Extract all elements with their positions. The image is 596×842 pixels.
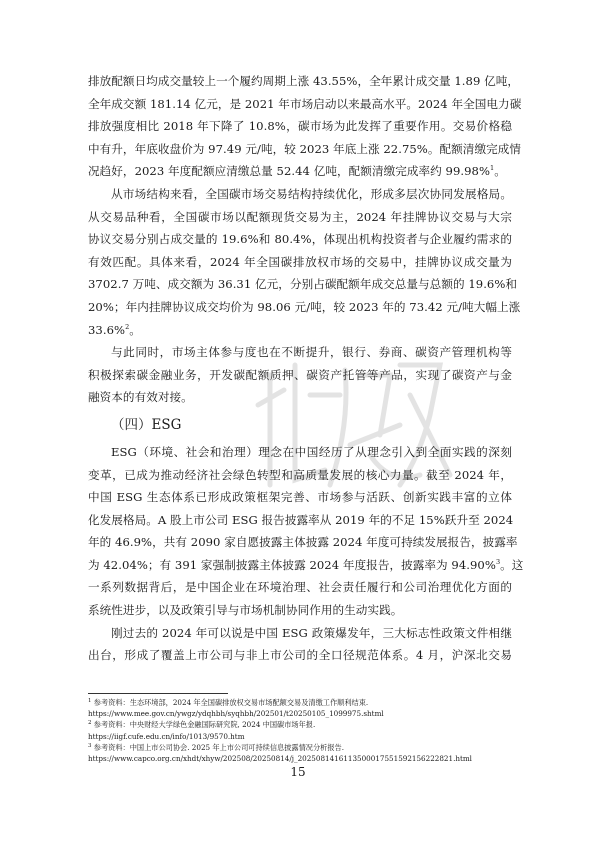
paragraph-line: 3702.7 万吨、成交额为 36.31 亿元，分别占碳配额年成交总量与总额的 19.6%和 — [88, 277, 518, 292]
paragraph-line: 有效匹配。具体来看，2024 年全国碳排放权市场的交易中，挂牌协议成交量为 — [88, 254, 512, 269]
footnote: $^1$ 参考资料：生态环境部，2024 年全国碳排放权交易市场配额交易及清缴工作顺利结束. — [88, 698, 369, 707]
paragraph-line: 为 42.04%；有 391 家强制披露主体披露 2024 年度报告，披露率为 94.90%$^3$。这 — [88, 557, 524, 572]
footnote-link[interactable]: https://www.capco.org.cn/xhdt/xhyw/202508/20250814/j_2025081416113500017551592156222821.html — [88, 753, 472, 763]
section-heading: （四）ESG — [111, 416, 182, 433]
paragraph-line: 中国 ESG 生态体系已形成政策框架完善、市场参与活跃、创新实践丰富的立体 — [88, 490, 512, 505]
footnote-link[interactable]: https://iigf.cufe.edu.cn/info/1013/9570.htm — [88, 731, 245, 741]
paragraph-line: 一系列数据背后，是中国企业在环境治理、社会责任履行和公司治理优化方面的 — [88, 580, 512, 595]
paragraph-line: 协议交易分别占成交量的 19.6%和 80.4%，体现出机构投资者与企业履约需求的 — [88, 232, 512, 247]
page-number: 15 — [290, 765, 306, 779]
footnote-ref[interactable]: 1 — [490, 164, 495, 173]
paragraph-line: 况趋好，2023 年度配额应清缴总量 52.44 亿吨，配额清缴完成率约 99.98%$^1$。 — [88, 164, 506, 179]
paragraph-line: 从交易品种看，全国碳市场以配额现货交易为主，2024 年挂牌协议交易与大宗 — [88, 209, 512, 224]
footnote-divider — [88, 693, 228, 694]
paragraph-line: 化发展格局。A 股上市公司 ESG 报告披露率从 2019 年的不足 15%跃升至 2024 — [88, 512, 514, 527]
paragraph-line: 全年成交额 181.14 亿元，是 2021 年市场启动以来最高水平。2024 年全国电力碳 — [88, 96, 522, 111]
footnote-link[interactable]: https://www.mee.gov.cn/ywgz/ydqhbh/syqhbh/202501/t20250105_1099975.shtml — [88, 709, 384, 719]
footnote: $^2$ 参考资料：中央财经大学绿色金融国际研究院, 2024 中国碳市场年报. — [88, 720, 316, 730]
body-text — [88, 70, 524, 667]
paragraph-line: 融资本的有效对接。 — [88, 390, 193, 405]
paragraph-line: 中有升，年底收盘价为 97.49 元/吨，较 2023 年底上涨 22.75%。配额清缴完成情 — [88, 141, 522, 156]
paragraph-line: 刚过去的 2024 年可以说是中国 ESG 政策爆发年，三大标志性政策文件相继 — [111, 625, 512, 640]
paragraph-line: 从市场结构来看，全国碳市场交易结构持续优化，形成多层次协同发展格局。 — [111, 186, 512, 201]
paragraph-line: 33.6%$^2$。 — [88, 322, 141, 337]
paragraph-line: 系统性进步，以及政策引导与市场机制协同作用的生动实践。 — [88, 603, 403, 618]
paragraph-line: 排放强度相比 2018 年下降了 10.8%，碳市场为此发挥了重要作用。交易价格稳 — [88, 119, 512, 134]
footnote-ref[interactable]: 2 — [125, 322, 130, 331]
footnotes — [88, 697, 512, 764]
footnote-ref[interactable]: 3 — [495, 557, 501, 566]
paragraph-line: 排放配额日均成交量较上一个履约周期上涨 43.55%，全年累计成交量 1.89 亿吨， — [88, 74, 520, 88]
paragraph-line: ESG（环境、社会和治理）理念在中国经历了从理念引入到全面实践的深刻 — [111, 444, 512, 459]
footnote: $^3$ 参考资料：中国上市公司协会. 2025 年上市公司可持续信息披露情况分析报告. — [88, 742, 345, 752]
paragraph-line: 20%；年内挂牌协议成交均价为 98.06 元/吨，较 2023 年的 73.42 元/吨大幅上涨 — [88, 299, 521, 314]
paragraph-line: 与此同时，市场主体参与度也在不断提升，银行、券商、碳资产管理机构等 — [111, 345, 512, 360]
paragraph-line: 年的 46.9%，共有 2090 家自愿披露主体披露 2024 年度可持续发展报告，披露率 — [88, 535, 518, 550]
paragraph-line: 出台，形成了覆盖上市公司与非上市公司的全口径规范体系。4 月，沪深北交易 — [88, 648, 512, 663]
paragraph-line: 变革，已成为推动经济社会绿色转型和高质量发展的核心力量。截至 2024 年， — [88, 467, 512, 482]
paragraph-line: 积极探索碳金融业务，开发碳配额质押、碳资产托管等产品，实现了碳资产与金 — [88, 367, 512, 382]
